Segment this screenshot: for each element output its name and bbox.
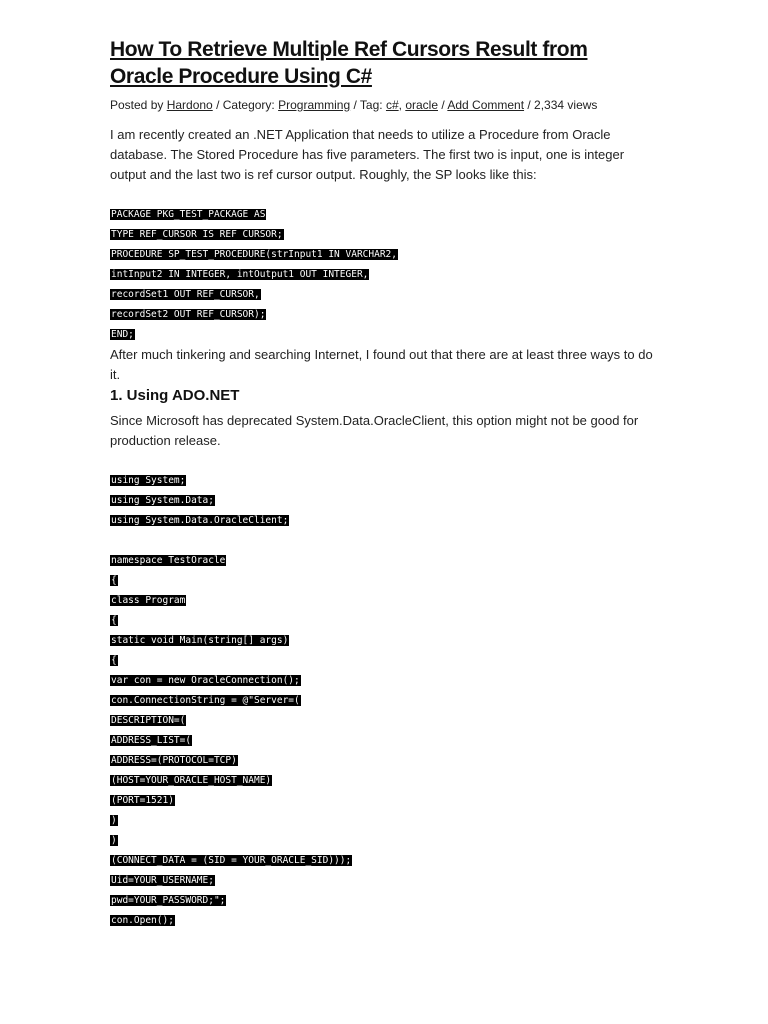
category-link[interactable]: Programming	[278, 98, 351, 112]
sp-code-block	[110, 205, 655, 345]
code-line: {	[111, 615, 117, 626]
code-line: )	[111, 835, 117, 846]
code-line: using System.Data.OracleClient;	[111, 515, 289, 526]
code-line: recordSet2 OUT REF_CURSOR);	[111, 309, 266, 320]
code-line: )	[111, 815, 117, 826]
code-line: class Program	[111, 595, 186, 606]
posted-by-label: Posted by	[110, 98, 167, 112]
code-line: static void Main(string[] args)	[111, 635, 289, 646]
code-line: using System;	[111, 475, 186, 486]
code-line: var con = new OracleConnection();	[111, 675, 300, 686]
tag-label: / Tag:	[350, 98, 386, 112]
code-line: DESCRIPTION=(	[111, 715, 186, 726]
category-label: / Category:	[212, 98, 279, 112]
code-line: (CONNECT_DATA = (SID = YOUR_ORACLE_SID)));	[111, 855, 352, 866]
add-comment-link[interactable]: Add Comment	[447, 98, 525, 112]
spacer	[110, 451, 655, 471]
intro-paragraph: I am recently created an .NET Application that needs to utilize a Procedure from Oracle database. The Stored Procedure has five parameters. The first two is input, one is integer output and the last two is ref cursor output. Roughly, the SP looks like this:	[110, 127, 625, 182]
csharp-code-block	[110, 551, 655, 931]
tag-link-csharp[interactable]: c#	[385, 98, 399, 112]
code-line: TYPE REF_CURSOR IS REF CURSOR;	[111, 229, 283, 240]
spacer	[110, 185, 655, 205]
meta-separator: /	[438, 98, 448, 112]
code-line: con.ConnectionString = @"Server=(	[111, 695, 300, 706]
code-line: ADDRESS_LIST=(	[111, 735, 192, 746]
code-line: (PORT=1521)	[111, 795, 174, 806]
code-line: recordSet1 OUT REF_CURSOR,	[111, 289, 260, 300]
author-link[interactable]: Hardono	[166, 98, 213, 112]
view-count: / 2,334 views	[524, 98, 598, 112]
after-code-paragraph: After much tinkering and searching Internet, I found out that there are at least three ways to do it.	[110, 347, 653, 382]
tag-link-oracle[interactable]: oracle	[405, 98, 438, 112]
post-meta	[110, 97, 655, 113]
csharp-using-block	[110, 471, 655, 531]
code-line: namespace TestOracle	[111, 555, 226, 566]
code-line: pwd=YOUR_PASSWORD;";	[111, 895, 226, 906]
code-line: ADDRESS=(PROTOCOL=TCP)	[111, 755, 237, 766]
code-line: END;	[111, 329, 134, 340]
code-line: Uid=YOUR_USERNAME;	[111, 875, 214, 886]
code-line: using System.Data;	[111, 495, 214, 506]
spacer	[110, 531, 655, 551]
code-line: {	[111, 575, 117, 586]
article	[110, 36, 655, 931]
code-line: (HOST=YOUR_ORACLE_HOST_NAME)	[111, 775, 272, 786]
article-title[interactable]: How To Retrieve Multiple Ref Cursors Result from Oracle Procedure Using C#	[110, 38, 588, 88]
code-line: intInput2 IN INTEGER, intOutput1 OUT INTEGER,	[111, 269, 369, 280]
tag-separator: ,	[398, 98, 406, 112]
section-heading-ado-net: 1. Using ADO.NET	[110, 387, 240, 404]
code-line: {	[111, 655, 117, 666]
code-line: con.Open();	[111, 915, 174, 926]
section1-paragraph: Since Microsoft has deprecated System.Data.OracleClient, this option might not be good for production release.	[110, 413, 639, 448]
code-line: PACKAGE PKG_TEST_PACKAGE AS	[111, 209, 266, 220]
code-line: PROCEDURE SP_TEST_PROCEDURE(strInput1 IN VARCHAR2,	[111, 249, 397, 260]
